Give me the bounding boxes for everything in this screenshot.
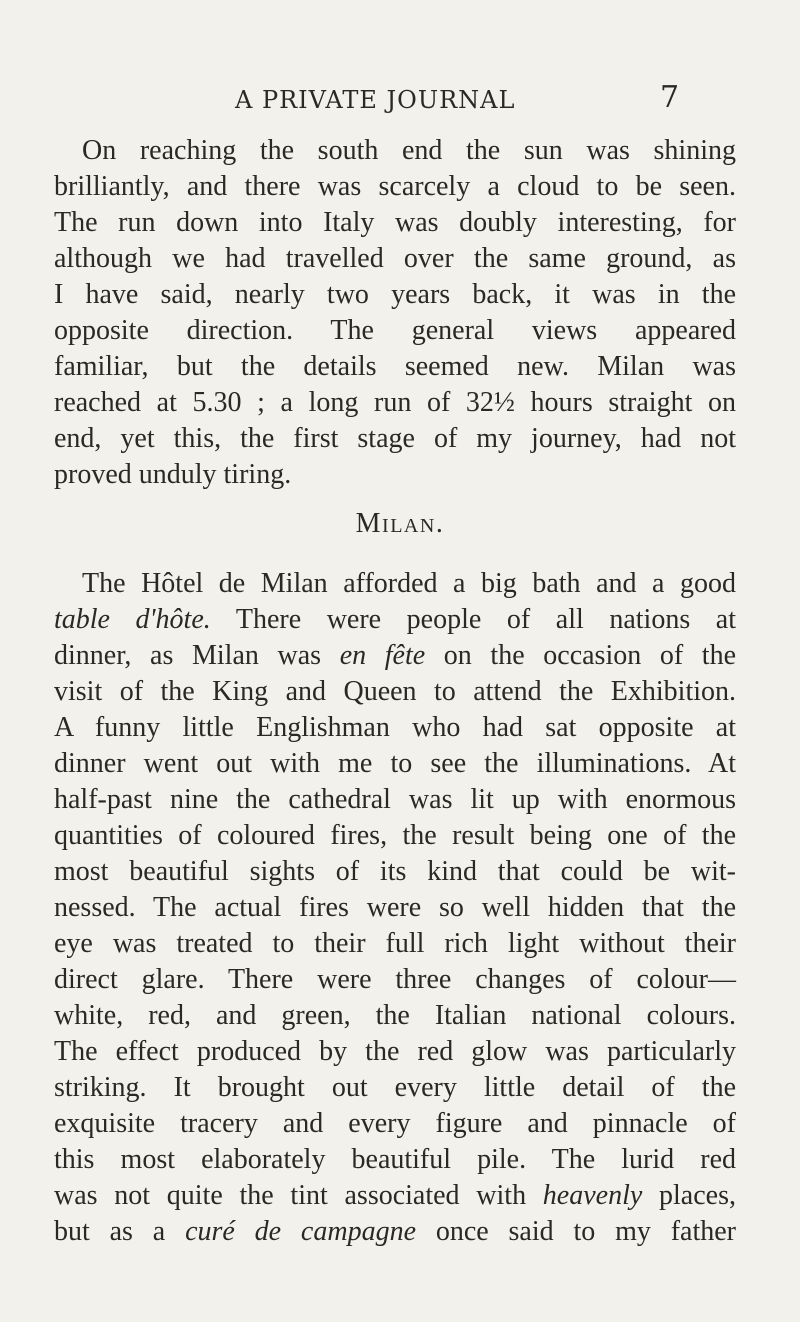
- text-line: direct glare. There were three changes of colour—: [54, 964, 736, 995]
- text-fragment: There were people of all nations at: [210, 604, 736, 635]
- text-line: brilliantly, and there was scarcely a cloud to be seen.: [54, 171, 736, 202]
- text-line: although we had travelled over the same ground, as: [54, 243, 736, 274]
- text-line: dinner went out with me to see the illuminations. At: [54, 748, 736, 779]
- section-heading: Milan.: [355, 508, 445, 539]
- text-line: nessed. The actual fires were so well hidden that the: [54, 892, 736, 923]
- text-line: visit of the King and Queen to attend the Exhibition.: [54, 676, 736, 707]
- text-fragment: once said to my father: [416, 1216, 736, 1247]
- running-title: A PRIVATE JOURNAL: [235, 86, 516, 114]
- text-line: eye was treated to their full rich light without their: [54, 928, 736, 959]
- text-line: most beautiful sights of its kind that could be wit-: [54, 856, 736, 887]
- paragraph-milan: [54, 566, 736, 1250]
- italic-phrase: en fête: [339, 640, 426, 671]
- italic-phrase: heavenly: [542, 1180, 643, 1211]
- text-line: The run down into Italy was doubly interesting, for: [54, 207, 736, 238]
- text-line: end, yet this, the first stage of my journey, had not: [54, 423, 736, 454]
- text-line: The effect produced by the red glow was particularly: [54, 1036, 736, 1067]
- text-line: [54, 638, 736, 674]
- text-line: reached at 5.30 ; a long run of 32½ hours straight on: [54, 387, 736, 418]
- text-line: A funny little Englishman who had sat opposite at: [54, 712, 736, 743]
- text-line: half-past nine the cathedral was lit up with enormous: [54, 784, 736, 815]
- text-fragment: places,: [642, 1180, 736, 1211]
- text-line: [54, 1214, 736, 1250]
- text-line: [54, 1178, 736, 1214]
- text-line: striking. It brought out every little detail of the: [54, 1072, 736, 1103]
- text-line: On reaching the south end the sun was shining: [82, 135, 736, 166]
- page-number: 7: [660, 80, 680, 115]
- text-fragment: but as a: [54, 1216, 186, 1247]
- text-line: opposite direction. The general views appeared: [54, 315, 736, 346]
- text-line: The Hôtel de Milan afforded a big bath and a good: [82, 568, 736, 599]
- italic-phrase: curé de campagne: [185, 1216, 416, 1247]
- text-line: I have said, nearly two years back, it was in the: [54, 279, 736, 310]
- italic-phrase: table d'hôte.: [54, 604, 211, 635]
- text-fragment: was not quite the tint associated with: [54, 1180, 543, 1211]
- text-line: white, red, and green, the Italian national colours.: [54, 1000, 736, 1031]
- text-line: exquisite tracery and every figure and pinnacle of: [54, 1108, 736, 1139]
- text-line: quantities of coloured fires, the result being one of the: [54, 820, 736, 851]
- text-line: familiar, but the details seemed new. Milan was: [54, 351, 736, 382]
- text-fragment: dinner, as Milan was: [54, 640, 340, 671]
- text-line: proved unduly tiring.: [54, 459, 292, 490]
- paragraph-arrival: [54, 133, 736, 493]
- text-line: [54, 602, 736, 638]
- text-line: this most elaborately beautiful pile. The lurid red: [54, 1144, 736, 1175]
- text-fragment: on the occasion of the: [425, 640, 737, 671]
